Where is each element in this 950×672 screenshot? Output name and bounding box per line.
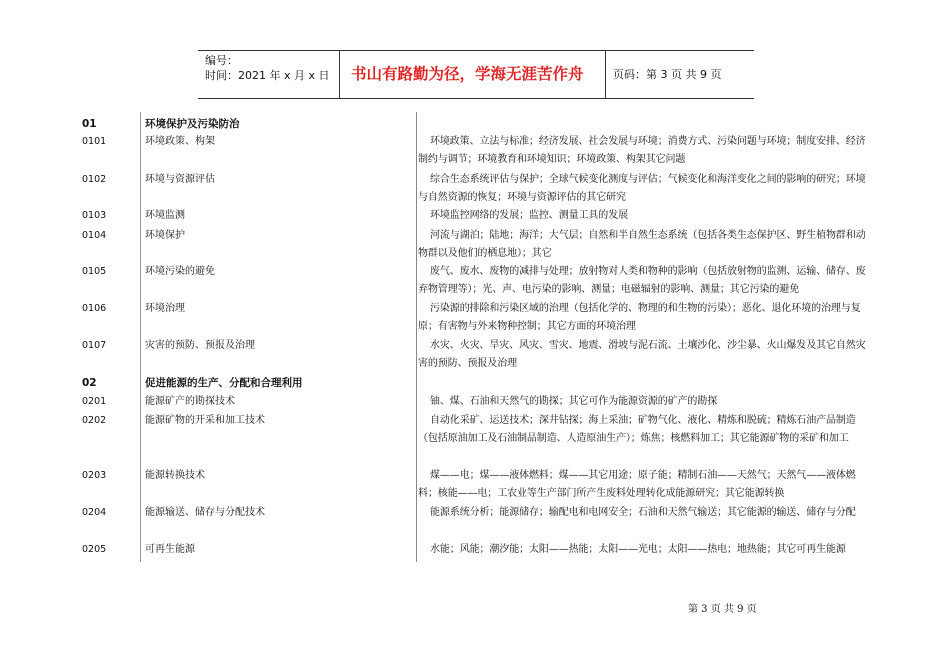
item-description: 污染源的排除和污染区域的治理（包括化学的、物理的和生物的污染）；恶化、退化环境的治理与复原；有害物与外来物种控制；其它方面的环境治理 — [418, 303, 861, 332]
column-divider — [416, 112, 417, 562]
section-code: 02 — [82, 377, 97, 389]
item-code: 0201 — [82, 396, 107, 407]
item-description: 煤——电；煤——液体燃料；煤——其它用途；原子能；精制石油——天然气；天然气——液体燃料；核能——电；工农业等生产部门所产生废料处理转化成能源研究；其它能源转换 — [418, 470, 856, 499]
item-name: 能源矿物的开采和加工技术 — [145, 415, 265, 426]
item-description: 自动化采矿、运送技术；深井钻探；海上采油；矿物气化、液化、精炼和脱硫；精炼石油产品制造（包括原油加工及石油制品制造、人造原油生产）；炼焦；核燃料加工；其它能源矿物的采矿和加工 — [418, 415, 856, 444]
item-name: 环境污染的避免 — [145, 266, 215, 277]
item-name: 灾害的预防、预报及治理 — [145, 340, 255, 351]
item-name: 环境监测 — [145, 210, 185, 221]
item-code: 0102 — [82, 174, 107, 185]
item-name: 能源输送、储存与分配技术 — [145, 507, 265, 518]
item-name: 环境与资源评估 — [145, 174, 215, 185]
header-page-label: 页码：第 3 页 共 9 页 — [613, 68, 722, 81]
document-header — [198, 50, 754, 99]
item-name: 能源矿产的勘探技术 — [145, 396, 235, 407]
section-title: 促进能源的生产、分配和合理利用 — [145, 377, 303, 389]
item-description: 废气、废水、废物的减排与处理；放射物对人类和物种的影响（包括放射物的监测、运输、储存、废弃物管理等）；光、声、电污染的影响、测量；电磁辐射的影响、测量；其它污染的避免 — [418, 266, 866, 295]
page-footer: 第 3 页 共 9 页 — [688, 604, 757, 615]
header-meta — [198, 51, 339, 98]
item-description: 铀、煤、石油和天然气的勘探；其它可作为能源资源的矿产的勘探 — [430, 396, 718, 407]
item-description: 综合生态系统评估与保护；全球气候变化测度与评估；气候变化和海洋变化之间的影响的研究；环境与自然资源的恢复；环境与资源评估的其它研究 — [418, 174, 866, 203]
section-code: 01 — [82, 118, 97, 130]
item-name: 可再生能源 — [145, 544, 195, 555]
header-divider — [605, 51, 606, 98]
item-name: 环境保护 — [145, 230, 185, 241]
item-code: 0204 — [82, 507, 107, 518]
section-title: 环境保护及污染防治 — [145, 118, 240, 130]
header-motto: 书山有路勤为径，学海无涯苦作舟 — [351, 65, 584, 83]
item-code: 0202 — [82, 415, 107, 426]
item-code: 0203 — [82, 470, 107, 481]
item-name: 环境政策、构架 — [145, 136, 215, 147]
item-code: 0107 — [82, 340, 107, 351]
item-code: 0103 — [82, 210, 107, 221]
serial-label: 编号： — [205, 54, 238, 67]
item-description: 水灾、火灾、旱灾、风灾、雪灾、地震、滑坡与泥石流、土壤沙化、沙尘暴、火山爆发及其它自然灾害的预防、预报及治理 — [418, 340, 866, 369]
item-name: 环境治理 — [145, 303, 185, 314]
header-divider — [339, 51, 340, 98]
column-divider — [140, 112, 141, 562]
item-description: 水能；风能；潮汐能；太阳——热能；太阳——光电；太阳——热电；地热能；其它可再生能源 — [430, 544, 846, 555]
item-code: 0205 — [82, 544, 107, 555]
item-description: 环境监控网络的发展；监控、测量工具的发展 — [430, 210, 628, 221]
item-description: 能源系统分析；能源储存；输配电和电网安全；石油和天然气输送；其它能源的输送、储存与分配 — [430, 507, 856, 518]
item-code: 0104 — [82, 230, 107, 241]
item-description: 环境政策、立法与标准；经济发展、社会发展与环境；消费方式、污染问题与环境；制度安排、经济制约与调节；环境教育和环境知识；环境政策、构架其它问题 — [418, 136, 866, 165]
time-label: 时间：2021 年 x 月 x 日 — [205, 69, 330, 82]
item-code: 0101 — [82, 136, 107, 147]
item-name: 能源转换技术 — [145, 470, 205, 481]
item-description: 河流与湖泊；陆地；海洋；大气层；自然和半自然生态系统（包括各类生态保护区、野生植物群和动物群以及他们的栖息地）；其它 — [418, 230, 866, 259]
item-code: 0106 — [82, 303, 107, 314]
item-code: 0105 — [82, 266, 107, 277]
